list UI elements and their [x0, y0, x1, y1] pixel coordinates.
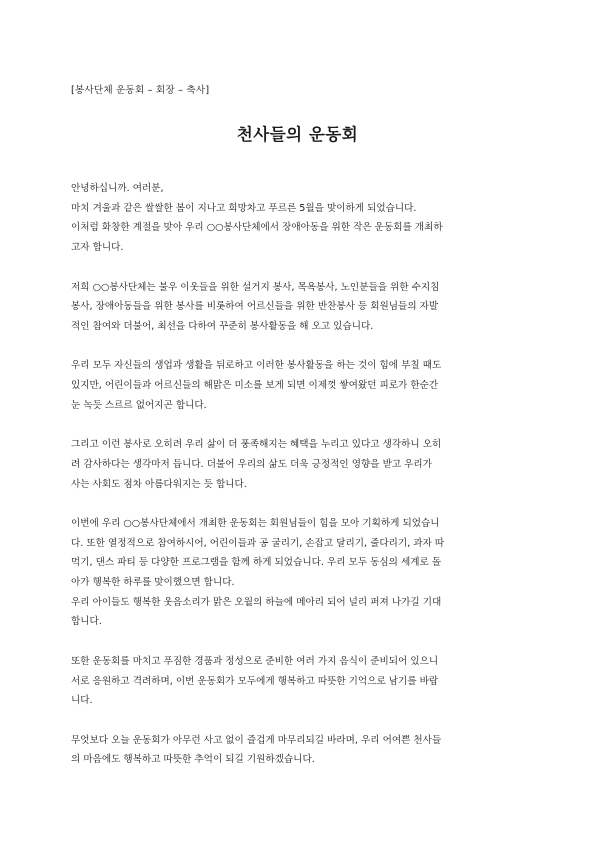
document-body [71, 179, 524, 770]
paragraph-line: 사는 사회도 점차 아름다워지는 듯 합니다. [71, 478, 247, 490]
paragraph-line: 이번에 우리 ○○봉사단체에서 개최한 운동회는 회원님들이 힘을 모아 기획하게 되었습니 [71, 517, 440, 529]
paragraph-gap [71, 258, 524, 278]
paragraph-line: 의 마음에도 행복하고 따뜻한 추억이 되길 기원하겠습니다. [71, 754, 315, 766]
paragraph-activities [71, 278, 524, 337]
paragraph-line: 니다. [71, 695, 93, 707]
paragraph-gap [71, 494, 524, 514]
paragraph-line: 서로 응원하고 격려하며, 이번 운동회가 모두에게 행복하고 따뜻한 기억으로 남기를 바랍 [71, 675, 439, 687]
paragraph-line: 눈 녹듯 스르르 없어지곤 합니다. [71, 399, 207, 411]
paragraph-line: 있지만, 어린이들과 어르신들의 해맑은 미소를 보게 되면 이제껏 쌓여왔던 피로가 한순간 [71, 380, 439, 391]
paragraph-line: 우리 아이들도 행복한 웃음소리가 맑은 오월의 하늘에 메아리 되어 널리 퍼져 나가길 기대 [71, 596, 442, 608]
paragraph-closing [71, 731, 524, 770]
paragraph-gap [71, 711, 524, 731]
paragraph-line: 먹기, 댄스 파티 등 다양한 프로그램을 함께 하게 되었습니다. 우리 모두 동심의 세계로 돌 [71, 557, 442, 569]
paragraph-line: 그리고 이런 봉사로 오히려 우리 삶이 더 풍족해지는 혜택을 누리고 있다고 생각하니 오히 [71, 439, 442, 451]
paragraph-line: 려 감사하다는 생각마저 듭니다. 더불어 우리의 삶도 더욱 긍정적인 영향을 받고 우리가 [71, 458, 432, 470]
paragraph-line: 아가 행복한 하루를 맞이했으면 합니다. [71, 577, 235, 588]
paragraph-line: 고자 합니다. [71, 242, 124, 254]
paragraph-line: 봉사, 장애아동들을 위한 봉사를 비롯하여 어르신들을 위한 반찬봉사 등 회원님들의 자발 [71, 301, 439, 313]
paragraph-line: 또한 운동회를 마치고 푸짐한 경품과 정성으로 준비한 여러 가지 음식이 준비되어 있으니 [71, 655, 439, 667]
paragraph-gap [71, 632, 524, 652]
paragraph-line: 합니다. [71, 616, 102, 628]
paragraph-line: 우리 모두 자신들의 생업과 생활을 뒤로하고 이러한 봉사활동을 하는 것이 힘에 부칠 때도 [71, 360, 442, 372]
paragraph-line: 다. 또한 열정적으로 참여하시어, 어린이들과 공 굴리기, 손잡고 달리기, 줄다리기, 과자 따 [71, 537, 445, 549]
paragraph-event [71, 514, 524, 632]
paragraph-greeting [71, 179, 524, 258]
paragraph-prizes [71, 652, 524, 711]
document-title: 천사들의 운동회 [236, 125, 359, 144]
paragraph-line: 안녕하십니까. 여러분, [71, 183, 164, 194]
paragraph-line: 마치 겨울과 같은 쌀쌀한 봄이 지나고 희망차고 푸르른 5월을 맞이하게 되었습니다. [71, 202, 417, 214]
paragraph-gap [71, 337, 524, 357]
paragraph-line: 저희 ○○봉사단체는 불우 이웃들을 위한 설거지 봉사, 목욕봉사, 노인분들을 위한 수지침 [71, 281, 440, 293]
paragraph-line: 무엇보다 오늘 운동회가 아무런 사고 없이 즐겁게 마무리되길 바라며, 우리 어여쁜 천사들 [71, 734, 442, 746]
paragraph-gap [71, 415, 524, 435]
paragraph-line: 적인 참여와 더불어, 최선을 다하여 꾸준히 봉사활동을 해 오고 있습니다. [71, 320, 374, 332]
paragraph-gratitude [71, 435, 524, 494]
paragraph-fatigue [71, 356, 524, 415]
paragraph-line: 이처럼 화창한 계절을 맞아 우리 ○○봉사단체에서 장애아동을 위한 작은 운동회를 개최하 [71, 222, 443, 234]
document-header-label: [봉사단체 운동회 – 회장 – 축사] [71, 85, 210, 96]
